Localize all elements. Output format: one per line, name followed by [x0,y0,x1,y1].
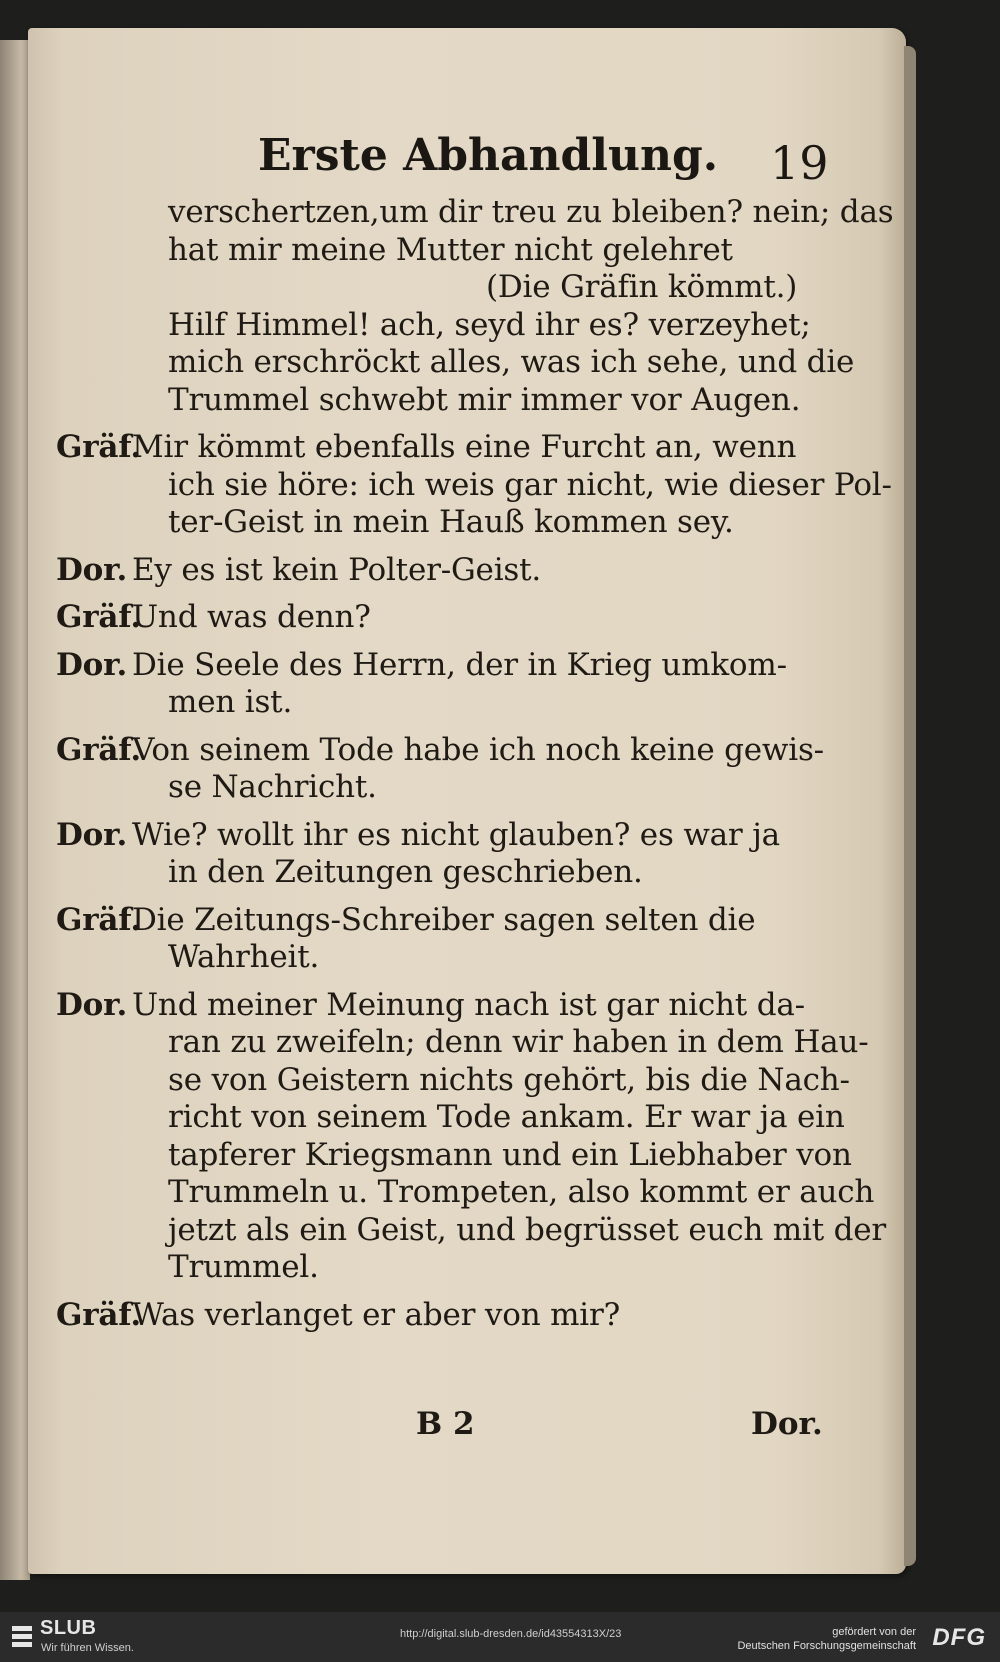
speech-line: Und was denn? [132,599,371,635]
text-line: mich erschröckt alles, was ich sehe, und die [168,344,855,380]
speech-line: Ey es ist kein Polter-Geist. [132,551,542,588]
dialogue-turn [56,552,846,590]
speech-line: tapferer Kriegsmann und ein Liebhaber von [168,1136,852,1173]
funding-line: gefördert von der [832,1626,916,1638]
speaker-label: Gräf. [56,731,141,768]
page-footer [56,1406,846,1446]
speaker-label: Dor. [56,816,128,853]
speech-line: ich sie höre: ich weis gar nicht, wie dieser Pol- [168,466,892,503]
page-block-edge [904,46,916,1566]
speaker-label: Gräf. [56,901,141,938]
speech-line: men ist. [168,684,293,720]
speaker-label: Dor. [56,646,128,683]
slub-logo-icon[interactable] [12,1626,32,1648]
speech-line: se Nachricht. [168,769,377,805]
speech-line: Mir kömmt ebenfalls eine Furcht an, wenn [132,429,797,465]
viewer-footer-bar [0,1612,1000,1662]
speech-line: Und meiner Meinung nach ist gar nicht da- [132,986,805,1023]
speech-line: Trummeln u. Trompeten, also kommt er auch [168,1174,875,1210]
dialogue-turn [56,599,846,637]
running-head-title: Erste Abhandlung. [258,130,719,181]
text-line: Hilf Himmel! ach, seyd ihr es? verzeyhet; [168,306,811,343]
funding-line: Deutschen Forschungsgemeinschaft [737,1640,916,1652]
page-number: 19 [770,136,829,190]
speech-line: richt von seinem Tode ankam. Er war ja ein [168,1099,845,1135]
speech-line: Von seinem Tode habe ich noch keine gewis- [132,731,824,768]
speaker-label: Dor. [56,986,128,1023]
speech-line: Die Zeitungs-Schreiber sagen selten die [132,901,756,938]
dialogue-turn [56,429,892,542]
permalink[interactable]: http://digital.slub-dresden.de/id43554313X/23 [400,1628,622,1640]
stage-direction: (Die Gräfin kömmt.) [486,269,798,305]
speaker-label: Dor. [56,551,128,588]
speaker-label: Gräf. [56,599,141,635]
slub-tagline: Wir führen Wissen. [41,1642,134,1654]
body-text [56,194,894,1344]
speech-line: Die Seele des Herrn, der in Krieg umkom- [132,646,787,683]
dialogue-turn [56,732,846,807]
slub-logo-text[interactable]: SLUB [40,1617,97,1639]
speaker-label: Gräf. [56,429,141,465]
text-line: verschertzen,um dir treu zu bleiben? nein; das [168,194,894,230]
dialogue-turn [56,647,846,722]
speaker-label: Gräf. [56,1296,141,1333]
opening-speech [56,194,894,419]
speech-line: se von Geistern nichts gehört, bis die Nach- [168,1061,850,1098]
speech-line: Wahrheit. [168,939,320,975]
book-page [28,28,906,1574]
dfg-logo[interactable]: DFG [932,1624,986,1651]
speech-line: ter-Geist in mein Hauß kommen sey. [168,504,734,540]
dialogue-turn [56,1297,846,1335]
dialogue-turn [56,902,846,977]
text-line: Trummel schwebt mir immer vor Augen. [168,381,801,418]
speech-line: in den Zeitungen geschrieben. [168,854,643,890]
speech-line: ran zu zweifeln; denn wir haben in dem Hau- [168,1024,869,1060]
funding-note [737,1625,916,1653]
dialogue-turn [56,817,846,892]
catchword: Dor. [751,1406,823,1442]
signature-mark: B 2 [416,1406,475,1442]
speech-line: Trummel. [168,1249,319,1285]
text-line: hat mir meine Mutter nicht gelehret [168,231,733,268]
running-head [28,124,906,194]
speech-line: Was verlanget er aber von mir? [132,1296,621,1333]
dialogue-turn [56,986,887,1287]
adjacent-page-edge [0,40,30,1580]
speech-line: jetzt als ein Geist, und begrüsset euch mit der [168,1211,887,1248]
speech-line: Wie? wollt ihr es nicht glauben? es war ja [132,816,780,853]
